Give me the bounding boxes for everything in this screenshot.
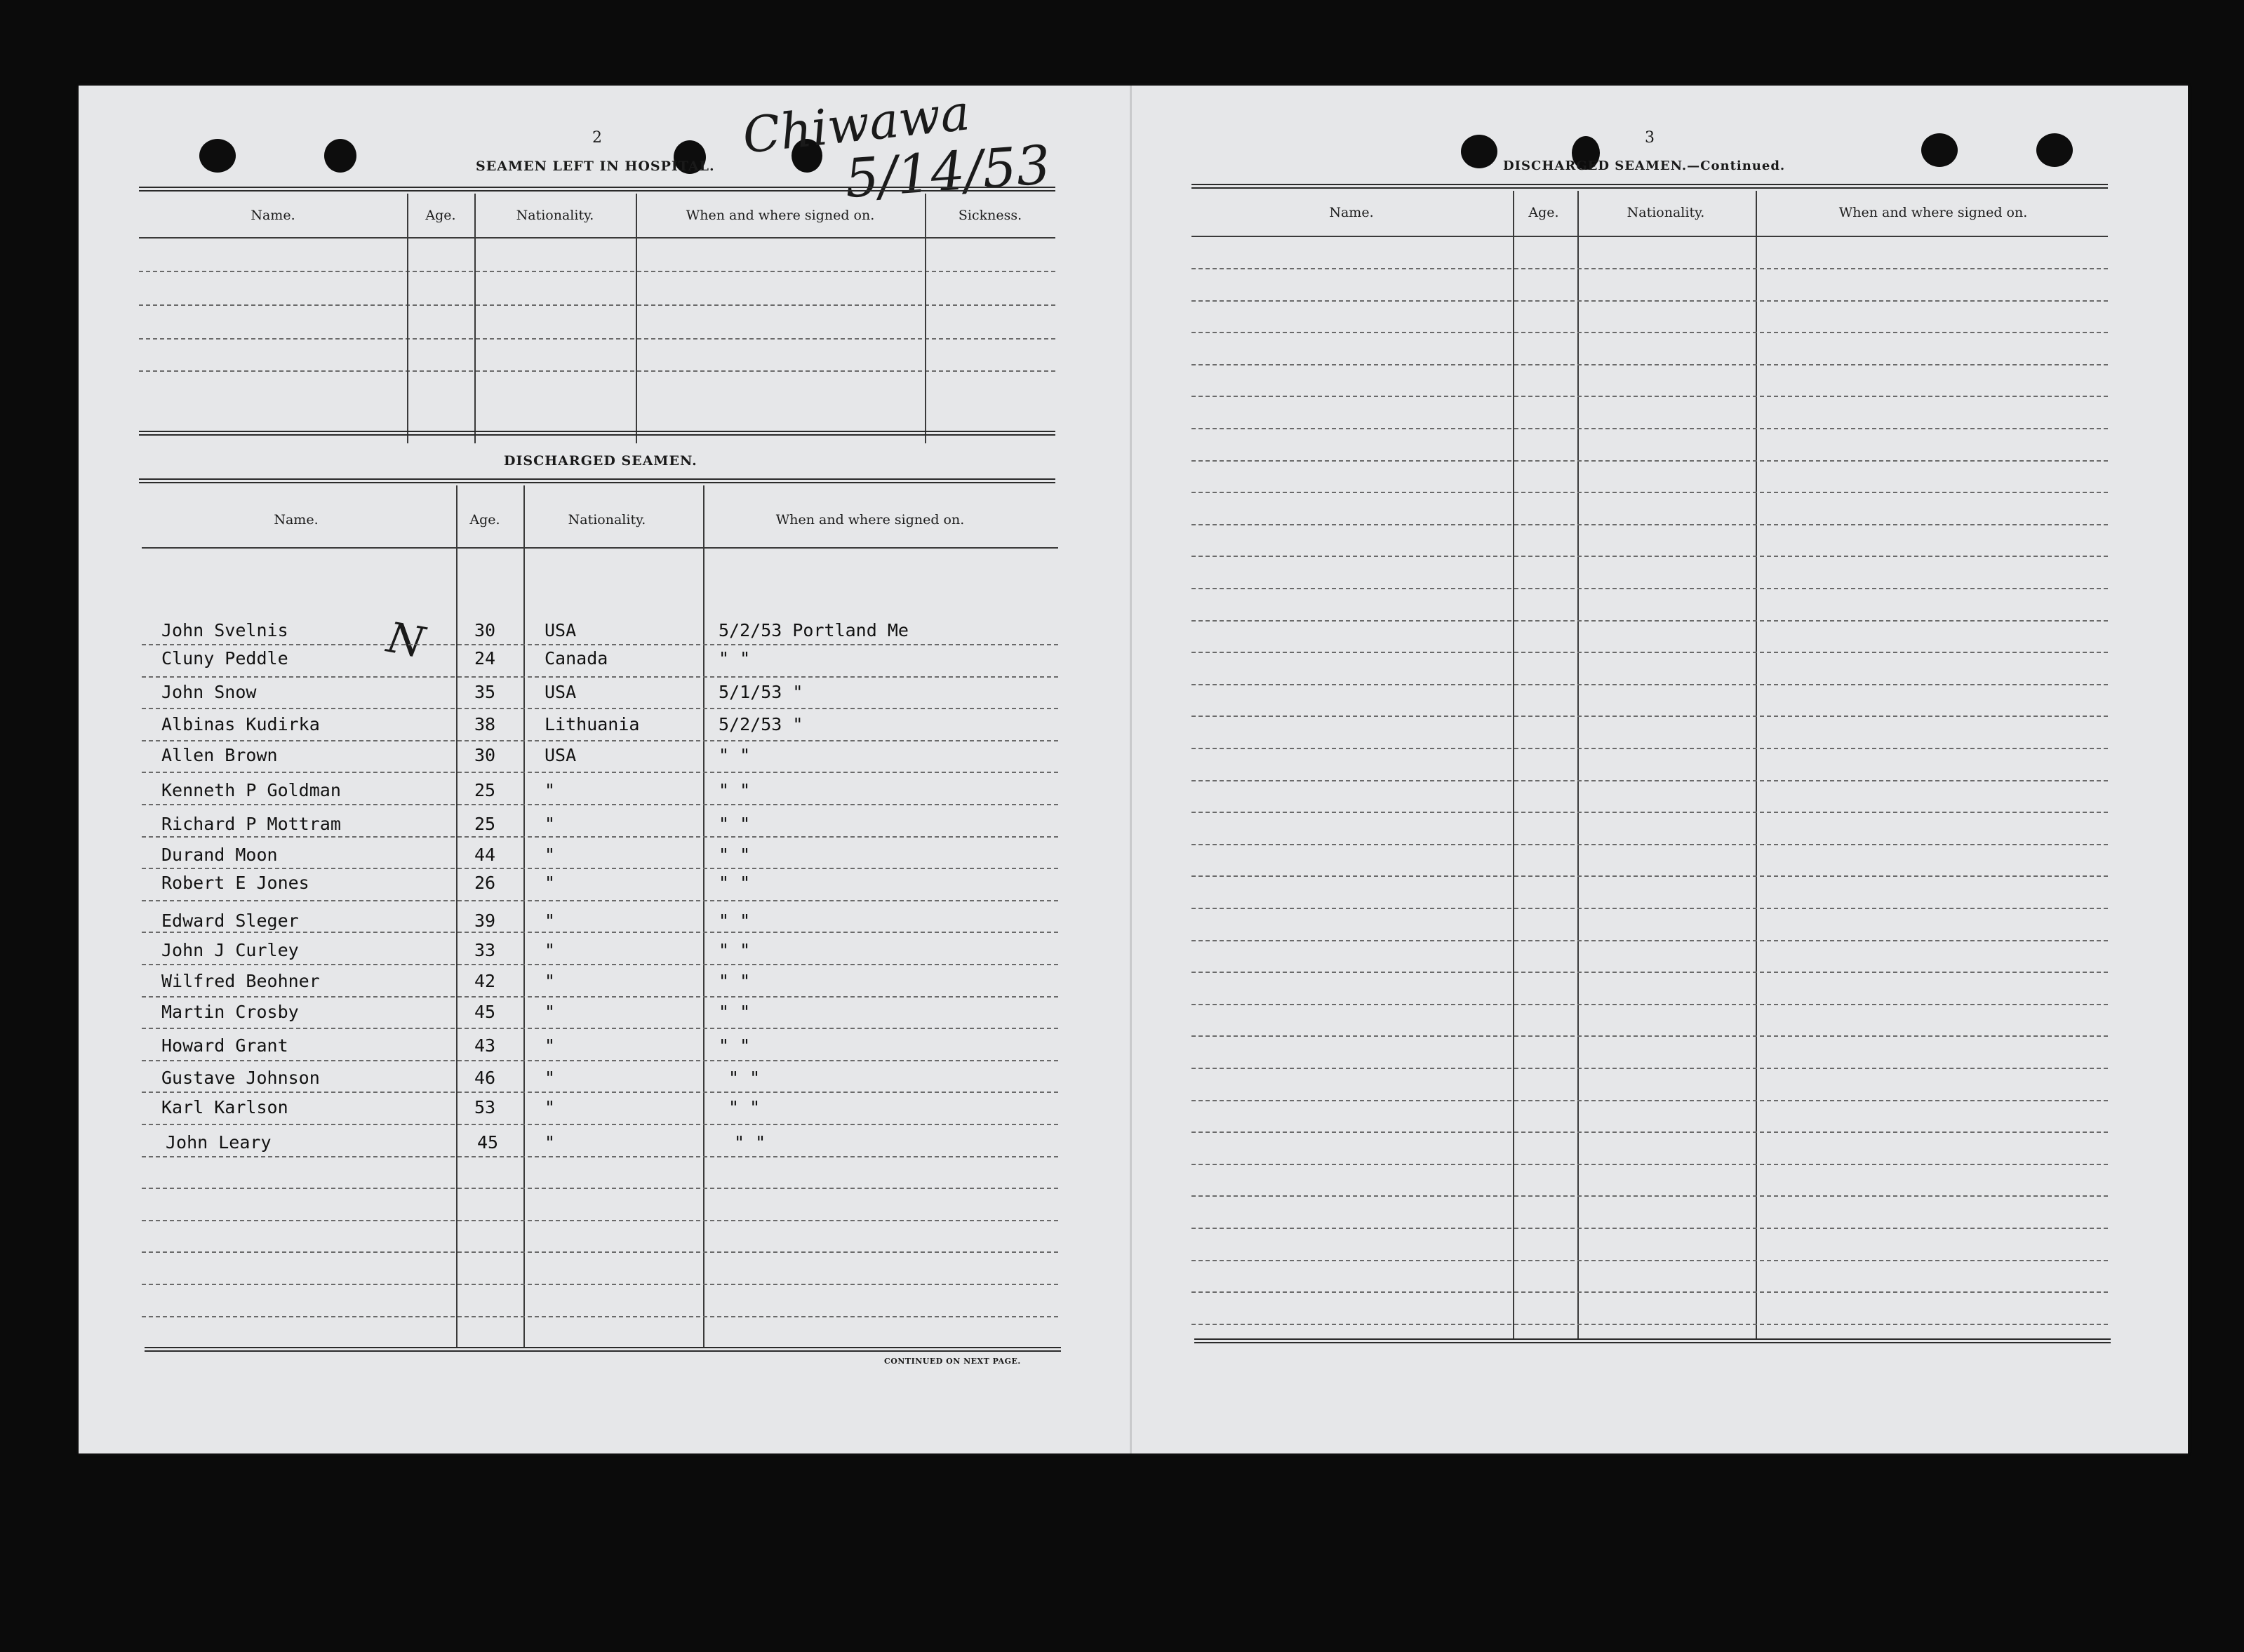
seaman-name: John J Curley (161, 940, 299, 960)
row-line (142, 932, 1058, 933)
seaman-age: 33 (474, 940, 496, 960)
seaman-nationality: Canada (545, 648, 608, 669)
row-line (1191, 1068, 2108, 1069)
seaman-age: 42 (474, 971, 496, 991)
discharged-col-nationality: Nationality. (568, 512, 646, 528)
row-line (1191, 716, 2108, 717)
seaman-age: 45 (477, 1132, 499, 1153)
row-line (1191, 332, 2108, 333)
seaman-age: 44 (474, 845, 496, 865)
column-divider (1577, 191, 1579, 1338)
seaman-age: 25 (474, 814, 496, 834)
row-line (139, 338, 1055, 340)
row-line (142, 1251, 1058, 1253)
seaman-name: John Svelnis (161, 620, 288, 640)
row-line (1191, 620, 2108, 622)
seaman-nationality: " (545, 911, 556, 931)
seaman-signed-on: " " (719, 1002, 751, 1022)
seaman-name: Durand Moon (161, 845, 278, 865)
row-line (1191, 652, 2108, 653)
seaman-age: 45 (474, 1002, 496, 1022)
row-line (142, 1028, 1058, 1029)
punch-hole (1921, 133, 1958, 167)
row-line (1191, 268, 2108, 269)
row-line (1191, 1035, 2108, 1037)
row-line (139, 304, 1055, 306)
right-bottom-rule (1194, 1338, 2111, 1343)
row-line (142, 1188, 1058, 1189)
column-divider (703, 485, 704, 1347)
seaman-nationality: " (545, 873, 556, 893)
discharged-col-age: Age. (469, 512, 500, 528)
row-line (142, 676, 1058, 678)
seaman-signed-on: 5/2/53 " (719, 714, 803, 734)
column-divider (1756, 191, 1757, 1338)
row-line (139, 370, 1055, 372)
seaman-name: Karl Karlson (161, 1097, 288, 1117)
handwritten-initial: N (383, 612, 429, 669)
seaman-nationality: " (545, 940, 556, 960)
hospital-col-nationality: Nationality. (516, 208, 594, 223)
row-line (1191, 524, 2108, 525)
seaman-name: Gustave Johnson (161, 1068, 320, 1088)
row-line (1191, 1291, 2108, 1293)
seaman-name: John Leary (166, 1132, 272, 1153)
seaman-nationality: " (545, 1002, 556, 1022)
row-line (142, 900, 1058, 901)
row-line (142, 1124, 1058, 1125)
row-line (1191, 684, 2108, 685)
seaman-signed-on: " " (734, 1132, 766, 1153)
row-line (1191, 1100, 2108, 1101)
discharged-table (142, 485, 1065, 1355)
row-line (1191, 364, 2108, 365)
seaman-name: Edward Sleger (161, 911, 299, 931)
row-line (1191, 1324, 2108, 1325)
hospital-col-sickness: Sickness. (958, 208, 1022, 223)
seaman-signed-on: 5/1/53 " (719, 682, 803, 702)
seaman-signed-on: " " (719, 1035, 751, 1056)
page-number-right: 3 (1645, 129, 1655, 147)
row-line (1191, 812, 2108, 813)
row-line (1191, 875, 2108, 877)
row-line (1191, 1195, 2108, 1197)
row-line (1191, 396, 2108, 397)
row-line (1191, 588, 2108, 589)
seaman-signed-on: " " (728, 1097, 761, 1117)
seaman-nationality: " (545, 814, 556, 834)
seaman-nationality: " (545, 780, 556, 800)
row-line (142, 1060, 1058, 1061)
discharged-col-name: Name. (274, 512, 319, 528)
seaman-age: 38 (474, 714, 496, 734)
row-line (1191, 1228, 2108, 1229)
seaman-nationality: Lithuania (545, 714, 640, 734)
seaman-signed-on: " " (719, 648, 751, 669)
row-line (142, 1316, 1058, 1317)
seaman-name: Wilfred Beohner (161, 971, 320, 991)
row-line (139, 271, 1055, 272)
column-divider (1513, 191, 1514, 1338)
seaman-nationality: " (545, 1132, 556, 1153)
seaman-name: Cluny Peddle (161, 648, 288, 669)
seaman-signed-on: " " (719, 873, 751, 893)
seaman-nationality: USA (545, 620, 577, 640)
seaman-signed-on: " " (719, 940, 751, 960)
seaman-signed-on: 5/2/53 Portland Me (719, 620, 909, 640)
seaman-nationality: " (545, 971, 556, 991)
discharged-col-signed-on: When and where signed on. (775, 512, 965, 528)
seaman-name: Robert E Jones (161, 873, 309, 893)
row-line (142, 644, 1058, 645)
right-header-rule (1191, 236, 2108, 237)
page-number-left: 2 (592, 129, 602, 147)
seaman-name: Kenneth P Goldman (161, 780, 341, 800)
row-line (142, 804, 1058, 805)
hospital-col-signed-on: When and where signed on. (686, 208, 875, 223)
seaman-signed-on: " " (719, 780, 751, 800)
hospital-col-age: Age. (425, 208, 456, 223)
column-divider (925, 194, 926, 443)
seaman-name: Albinas Kudirka (161, 714, 320, 734)
seaman-nationality: " (545, 1068, 556, 1088)
column-divider (523, 485, 525, 1347)
punch-hole (324, 139, 356, 173)
row-line (1191, 780, 2108, 781)
seaman-age: 53 (474, 1097, 496, 1117)
seaman-signed-on: " " (719, 971, 751, 991)
column-divider (407, 194, 408, 443)
row-line (1191, 492, 2108, 493)
row-line (142, 708, 1058, 709)
seaman-nationality: USA (545, 745, 577, 765)
seaman-age: 25 (474, 780, 496, 800)
seaman-age: 30 (474, 620, 496, 640)
row-line (1191, 940, 2108, 941)
seaman-name: Martin Crosby (161, 1002, 299, 1022)
seaman-age: 30 (474, 745, 496, 765)
row-line (1191, 748, 2108, 749)
column-divider (474, 194, 476, 443)
seaman-nationality: " (545, 1097, 556, 1117)
row-line (142, 740, 1058, 741)
column-divider (636, 194, 637, 443)
right-col-name: Name. (1329, 205, 1374, 220)
row-line (142, 1092, 1058, 1093)
row-line (1191, 1131, 2108, 1133)
row-line (142, 1284, 1058, 1285)
row-line (142, 1156, 1058, 1157)
right-col-age: Age. (1528, 205, 1559, 220)
seaman-age: 39 (474, 911, 496, 931)
row-line (142, 836, 1058, 838)
row-line (1191, 428, 2108, 429)
hospital-header-rule (139, 237, 1055, 239)
seaman-age: 24 (474, 648, 496, 669)
row-line (142, 1220, 1058, 1221)
seaman-nationality: " (545, 845, 556, 865)
discharged-top-rule (139, 478, 1055, 483)
seaman-signed-on: " " (728, 1068, 761, 1088)
row-line (1191, 1260, 2108, 1261)
seaman-signed-on: " " (719, 911, 751, 931)
seaman-age: 26 (474, 873, 496, 893)
hospital-col-name: Name. (251, 208, 295, 223)
seaman-nationality: " (545, 1035, 556, 1056)
row-line (1191, 300, 2108, 302)
seaman-name: Richard P Mottram (161, 814, 341, 834)
punch-hole (199, 139, 236, 173)
discharged-section-title: DISCHARGED SEAMEN. (504, 453, 697, 469)
seaman-signed-on: " " (719, 845, 751, 865)
row-line (1191, 1164, 2108, 1165)
seaman-nationality: USA (545, 682, 577, 702)
row-line (142, 964, 1058, 965)
discharged-header-rule (142, 547, 1058, 549)
row-line (1191, 556, 2108, 557)
seaman-signed-on: " " (719, 745, 751, 765)
hospital-top-rule (139, 187, 1055, 192)
row-line (1191, 908, 2108, 909)
row-line (142, 996, 1058, 998)
seaman-name: Allen Brown (161, 745, 278, 765)
right-discharged-table (1191, 191, 2111, 1355)
row-line (1191, 844, 2108, 845)
right-section-title: DISCHARGED SEAMEN.—Continued. (1503, 159, 1786, 173)
punch-hole (1461, 135, 1497, 168)
right-top-rule (1191, 184, 2108, 189)
row-line (142, 868, 1058, 869)
seaman-age: 46 (474, 1068, 496, 1088)
punch-hole (2036, 133, 2073, 167)
seaman-name: Howard Grant (161, 1035, 288, 1056)
seaman-age: 43 (474, 1035, 496, 1056)
handwritten-date: 5/14/53 (843, 133, 1053, 210)
right-col-nationality: Nationality. (1627, 205, 1705, 220)
right-col-signed-on: When and where signed on. (1838, 205, 2028, 220)
column-divider (456, 485, 458, 1347)
row-line (142, 772, 1058, 773)
seaman-signed-on: " " (719, 814, 751, 834)
seaman-name: John Snow (161, 682, 257, 702)
discharged-bottom-rule (145, 1347, 1061, 1352)
row-line (1191, 460, 2108, 462)
hospital-section-title: SEAMEN LEFT IN HOSPITAL. (476, 159, 715, 174)
seaman-age: 35 (474, 682, 496, 702)
center-fold (1130, 86, 1132, 1453)
continued-note: CONTINUED ON NEXT PAGE. (884, 1357, 1021, 1366)
row-line (1191, 972, 2108, 973)
row-line (1191, 1004, 2108, 1005)
hospital-bottom-rule (139, 431, 1055, 436)
log-sheet (79, 83, 2188, 1453)
handwritten-ship-name: Chiwawa (740, 83, 973, 165)
